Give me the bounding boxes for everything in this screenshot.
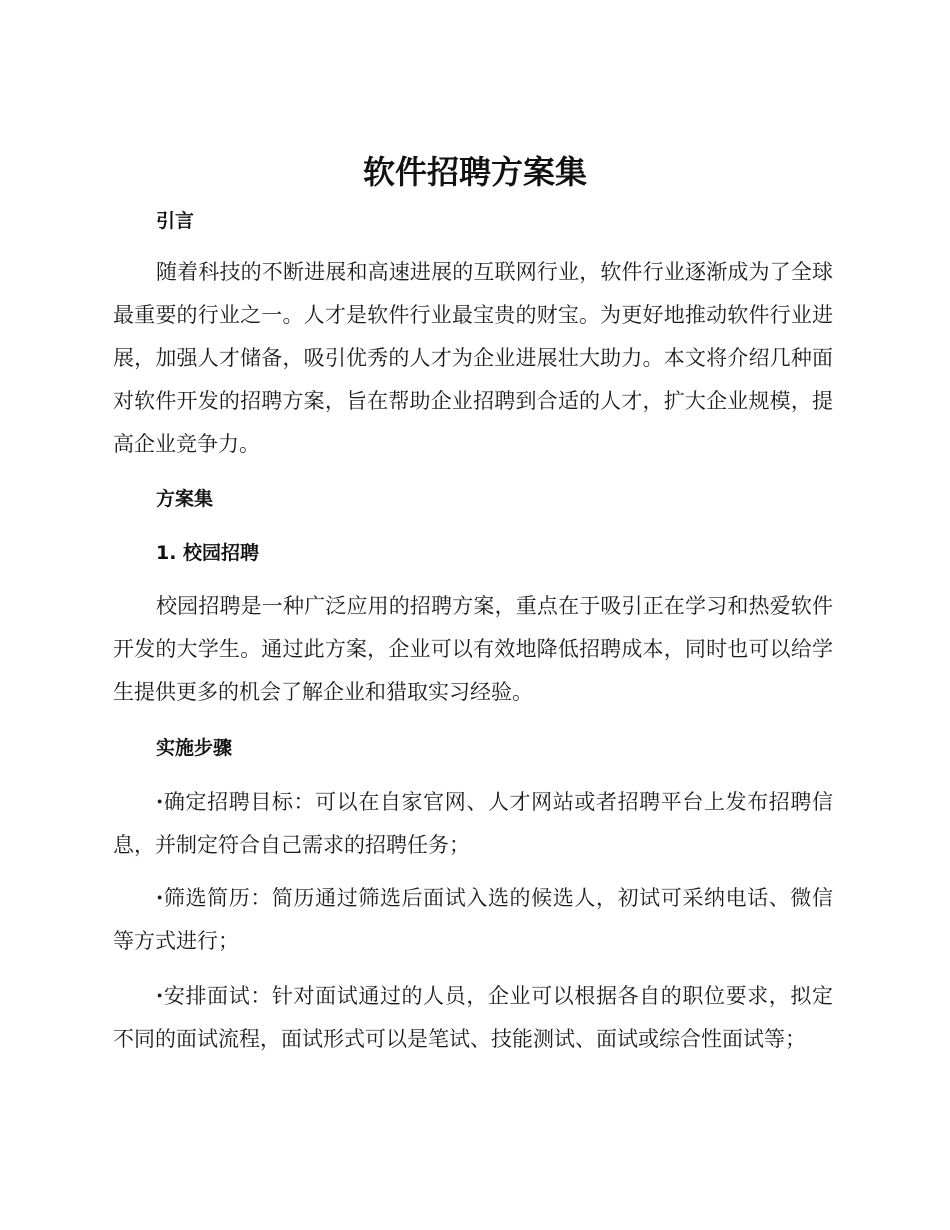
bullet-dot: ·: [156, 789, 164, 814]
campus-paragraph: 校园招聘是一种广泛应用的招聘方案，重点在于吸引正在学习和热爱软件开发的大学生。通过此方案，企业可以有效地降低招聘成本，同时也可以给学生提供更多的机会了解企业和猎取实习经验。: [113, 594, 833, 704]
section-heading-intro: 引言: [156, 210, 195, 232]
section-heading-campus: 1. 校园招聘: [156, 542, 260, 564]
step-item: [113, 780, 833, 867]
bullet-dot: ·: [156, 885, 164, 910]
step-text: 确定招聘目标：可以在自家官网、人才网站或者招聘平台上发布招聘信息，并制定符合自己需求的招聘任务；: [113, 790, 833, 857]
step-text: 筛选简历：简历通过筛选后面试入选的候选人，初试可采纳电话、微信等方式进行；: [113, 886, 833, 953]
step-text: 安排面试：针对面试通过的人员，企业可以根据各自的职位要求，拟定不同的面试流程，面试形式可以是笔试、技能测试、面试或综合性面试等；: [113, 984, 833, 1051]
step-item: [113, 876, 833, 963]
section-heading-steps: 实施步骤: [156, 737, 233, 759]
step-item: [113, 974, 833, 1061]
section-heading-plans: 方案集: [156, 488, 214, 510]
intro-paragraph: 随着科技的不断进展和高速进展的互联网行业，软件行业逐渐成为了全球最重要的行业之一。人才是软件行业最宝贵的财宝。为更好地推动软件行业进展，加强人才储备，吸引优秀的人才为企业进展壮大助力。本文将介绍几种面对软件开发的招聘方案，旨在帮助企业招聘到合适的人才，扩大企业规模，提高企业竞争力。: [113, 260, 833, 456]
document-title: 软件招聘方案集: [362, 153, 587, 191]
bullet-dot: ·: [156, 983, 164, 1008]
